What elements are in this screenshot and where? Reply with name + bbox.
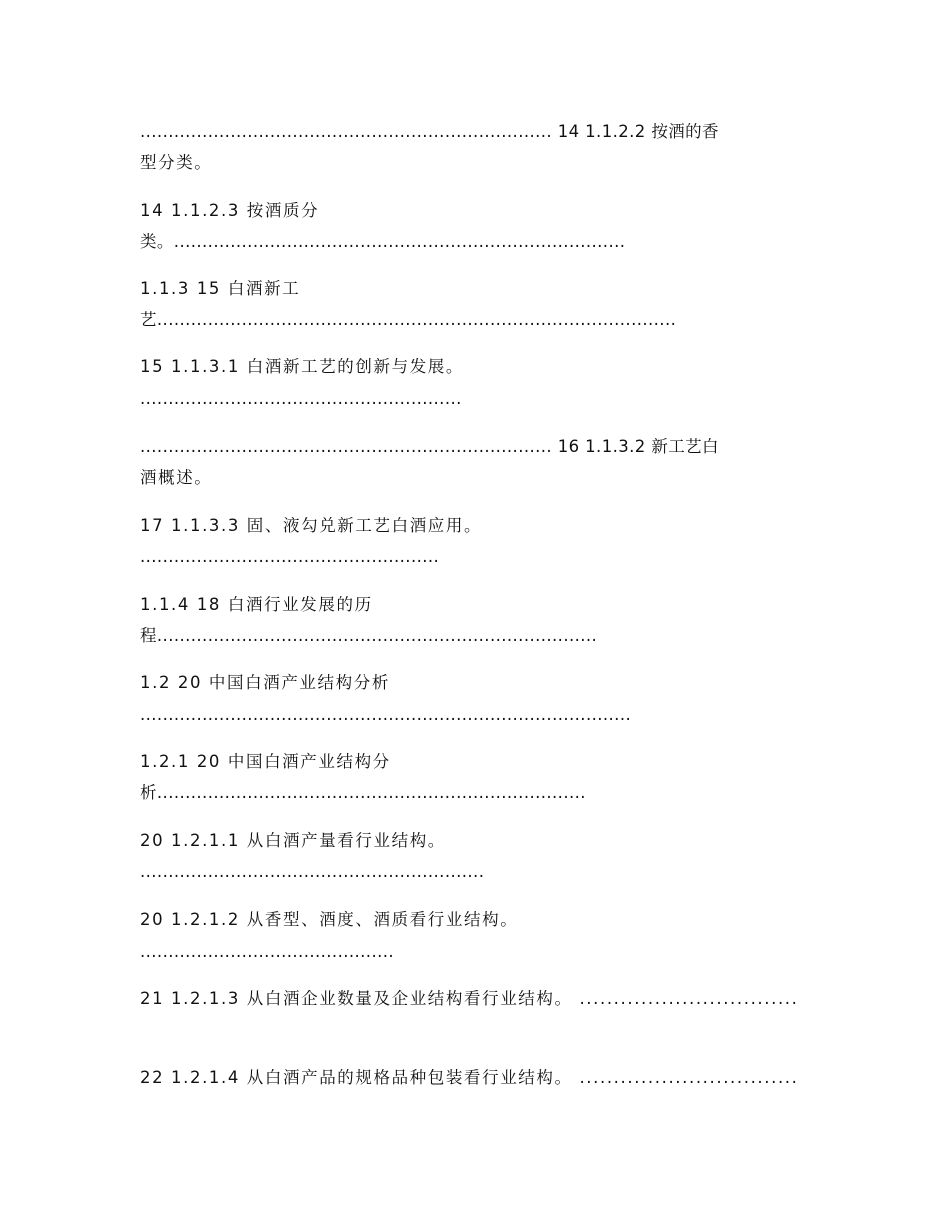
toc-line-5: 1.1.3 15 白酒新工 [140, 279, 301, 298]
toc-line-16: ....................................................................................... [140, 705, 632, 724]
toc-line-21: 20 1.2.1.2 从香型、酒度、酒质看行业结构。 [140, 910, 519, 929]
toc-line-13: 1.1.4 18 白酒行业发展的历 [140, 595, 373, 614]
toc-line-17: 1.2.1 20 中国白酒产业结构分 [140, 752, 391, 771]
toc-line-15: 1.2 20 中国白酒产业结构分析 [140, 673, 390, 692]
toc-line-18: 析............................................................................ [140, 783, 586, 802]
toc-line-22: ............................................. [140, 942, 395, 961]
toc-line-9: ......................................................................... 16 1.1.3.2 新工艺白 [140, 437, 719, 456]
toc-line-24: 22 1.2.1.4 从白酒产品的规格品种包装看行业结构。 ................................ [140, 1068, 799, 1087]
toc-line-7: 15 1.1.3.1 白酒新工艺的创新与发展。 [140, 357, 465, 376]
toc-line-8: ......................................................... [140, 389, 462, 408]
toc-line-2: 型分类。 [140, 153, 213, 172]
toc-line-3: 14 1.1.2.3 按酒质分 [140, 201, 320, 220]
toc-line-14: 程.............................................................................. [140, 626, 598, 645]
toc-line-20: ............................................................. [140, 862, 485, 881]
toc-line-4: 类。................................................................................ [140, 232, 626, 251]
toc-line-11: 17 1.1.3.3 固、液勾兑新工艺白酒应用。 [140, 516, 483, 535]
toc-line-23: 21 1.2.1.3 从白酒企业数量及企业结构看行业结构。 ................................ [140, 989, 799, 1008]
toc-line-12: ..................................................... [140, 547, 440, 566]
toc-line-19: 20 1.2.1.1 从白酒产量看行业结构。 [140, 831, 446, 850]
toc-line-1: ......................................................................... 14 1.1.2.2 按酒的香 [140, 122, 719, 141]
toc-line-10: 酒概述。 [140, 468, 213, 487]
toc-line-6: 艺............................................................................................ [140, 310, 677, 329]
